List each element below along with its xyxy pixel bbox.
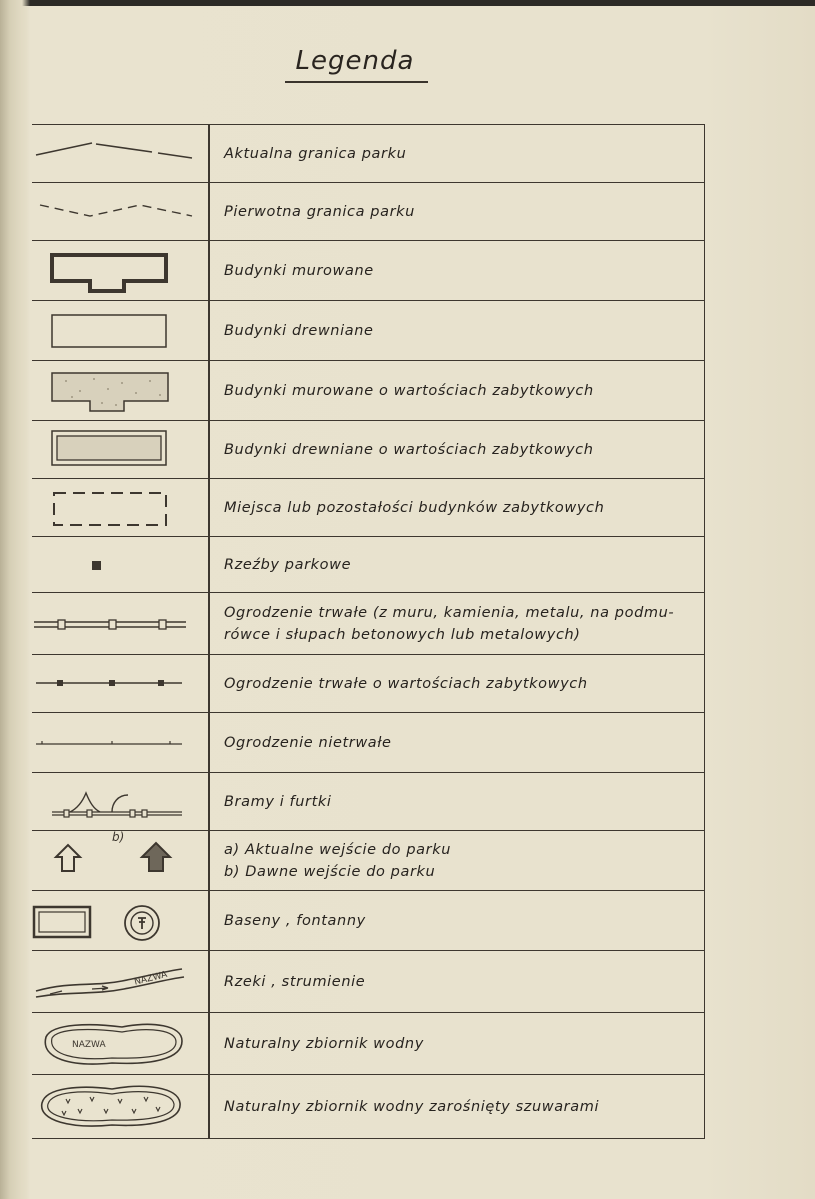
- ogrodzenie-zabytkowe-symbol: [32, 655, 208, 712]
- miejsca-pozostalosci-symbol: [32, 479, 208, 536]
- ogrodzenie-nietrwale-symbol: [32, 713, 208, 772]
- legend-label: Budynki murowane: [224, 262, 374, 279]
- legend-row: [32, 241, 704, 301]
- bramy-symbol: [32, 773, 208, 830]
- legend-label: Ogrodzenie trwałe o wartościach zabytkowych: [224, 675, 588, 692]
- legend-row: [32, 421, 704, 479]
- legend-row: [32, 891, 704, 951]
- river-name-placeholder: NAZWA: [133, 969, 169, 988]
- zbiornik-symbol: [32, 1013, 208, 1074]
- legend-label: Miejsca lub pozostałości budynków zabytkowych: [224, 499, 605, 516]
- pierwotna-granica-symbol: [32, 183, 208, 240]
- legend-row: [32, 183, 704, 241]
- legend-label: Ogrodzenie nietrwałe: [224, 734, 392, 751]
- legend-label: Rzeźby parkowe: [224, 556, 352, 573]
- legend-row: [32, 1013, 704, 1075]
- legend-row: [32, 713, 704, 773]
- budynki-murowane-zabytkowe-symbol: [32, 361, 208, 420]
- budynki-murowane-symbol: [32, 241, 208, 300]
- rzezby-symbol: [32, 537, 208, 592]
- legend-row: [32, 593, 704, 655]
- legend-row: [32, 301, 704, 361]
- legend-label: Naturalny zbiornik wodny zarośnięty szuwarami: [224, 1098, 600, 1115]
- legend-row: [32, 655, 704, 713]
- legend-label: Bramy i furtki: [224, 793, 332, 810]
- top-edge: [0, 0, 815, 6]
- legend-row: [32, 361, 704, 421]
- zbiornik-zarosniety-symbol: [32, 1075, 208, 1138]
- baseny-symbol: [32, 891, 208, 950]
- legend-label: Naturalny zbiornik wodny: [224, 1035, 424, 1052]
- legend-row: [32, 831, 704, 891]
- legend-row: [32, 773, 704, 831]
- legend-label: Baseny , fontanny: [224, 912, 366, 929]
- title-underline: [285, 81, 428, 83]
- legend-label: Pierwotna granica parku: [224, 203, 415, 220]
- legend-row: [32, 537, 704, 593]
- legend-row: [32, 125, 704, 183]
- legend-row: [32, 951, 704, 1013]
- ogrodzenie-trwale-symbol: [32, 593, 208, 654]
- budynki-drewniane-zabytkowe-symbol: [32, 421, 208, 478]
- legend-label: Budynki murowane o wartościach zabytkowych: [224, 382, 594, 399]
- legend-label: Ogrodzenie trwałe (z muru, kamienia, metalu, na podmu- rówce i słupach betonowych lub metalowych): [224, 604, 675, 643]
- legend-label: a) Aktualne wejście do parku b) Dawne wejście do parku: [224, 841, 451, 880]
- budynki-drewniane-symbol: [32, 301, 208, 360]
- entrance-b-mark: b): [112, 831, 125, 844]
- legend-label: Rzeki , strumienie: [224, 973, 366, 990]
- legend-row: [32, 1075, 704, 1138]
- aktualna-granica-symbol: [32, 125, 208, 182]
- page-binding: [0, 0, 30, 1199]
- legend-label: Budynki drewniane: [224, 322, 374, 339]
- legend-title: Legenda: [295, 46, 415, 76]
- legend-row: [32, 479, 704, 537]
- legend-label: Budynki drewniane o wartościach zabytkowych: [224, 441, 594, 458]
- legend-label: Aktualna granica parku: [224, 145, 407, 162]
- legend-table: [32, 124, 705, 1139]
- rzeki-symbol: [32, 951, 208, 1012]
- pond-name-placeholder: NAZWA: [72, 1040, 106, 1050]
- wejscie-symbol: [32, 831, 208, 890]
